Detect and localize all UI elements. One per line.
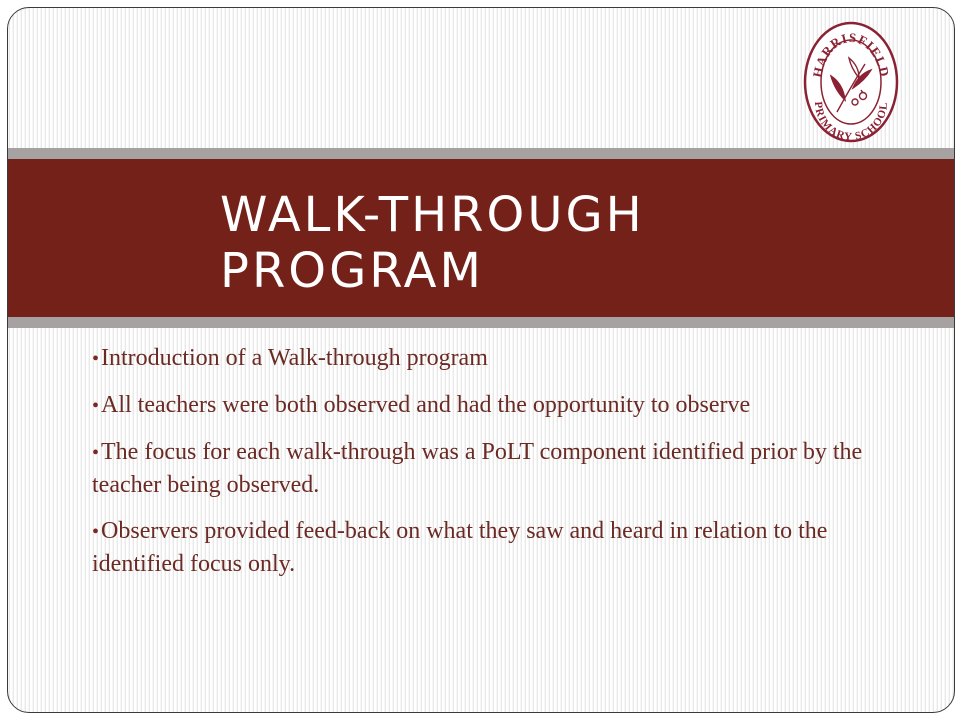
bullet-text: The focus for each walk-through was a PoLT component identified prior by the teacher being observed.: [92, 439, 863, 498]
title-band: [8, 148, 954, 328]
school-logo: [801, 20, 901, 144]
slide-title: WALK-THROUGH PROGRAM: [220, 187, 645, 299]
bullet-icon: •: [92, 348, 100, 370]
bullet-icon: •: [92, 395, 100, 417]
bullet-icon: •: [92, 521, 100, 543]
logo-bottom-text: PRIMARY SCHOOL: [811, 100, 891, 144]
title-band-fill: [8, 159, 954, 317]
bullet-list: [92, 342, 882, 594]
slide: [7, 7, 955, 713]
bullet-icon: •: [92, 442, 100, 464]
bullet-text: Observers provided feed-back on what they saw and heard in relation to the identified focus only.: [92, 518, 828, 577]
bullet-text: Introduction of a Walk-through program: [101, 345, 488, 371]
bullet-item: [92, 342, 882, 375]
title-band-bottom-edge: [8, 317, 954, 328]
title-band-top-edge: [8, 148, 954, 159]
bullet-item: [92, 436, 882, 501]
bullet-item: [92, 389, 882, 422]
logo-top-text: HARRISFIELD: [809, 29, 893, 79]
bullet-text: All teachers were both observed and had the opportunity to observe: [101, 392, 751, 418]
bullet-item: [92, 515, 882, 580]
